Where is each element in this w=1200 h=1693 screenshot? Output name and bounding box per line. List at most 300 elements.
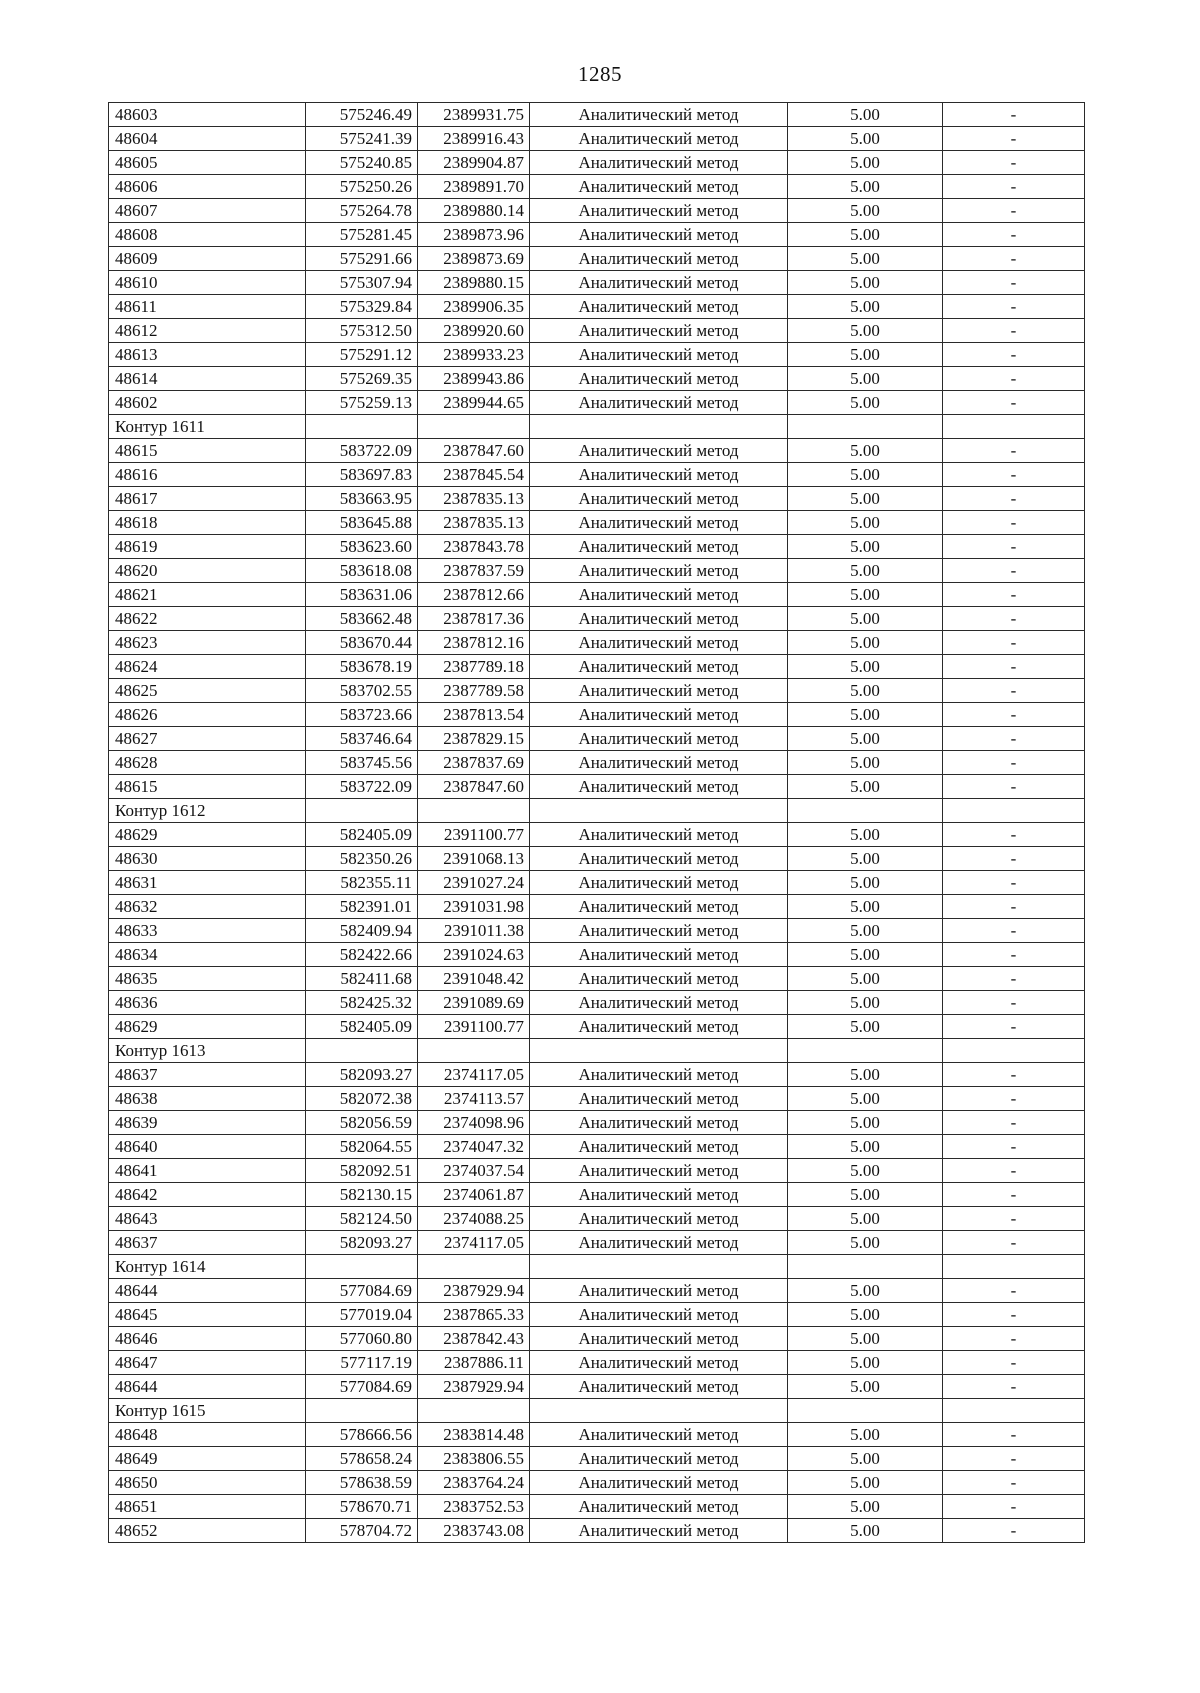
method-cell: Аналитический метод — [530, 847, 788, 871]
method-cell: Аналитический метод — [530, 919, 788, 943]
accuracy-cell: 5.00 — [788, 535, 943, 559]
method-cell: Аналитический метод — [530, 1303, 788, 1327]
y-coordinate-cell: 2387837.69 — [418, 751, 530, 775]
table-row — [109, 943, 1085, 967]
x-coordinate-cell: 583722.09 — [306, 439, 418, 463]
method-cell: Аналитический метод — [530, 511, 788, 535]
point-id-cell: 48614 — [109, 367, 306, 391]
y-coordinate-cell: 2387829.15 — [418, 727, 530, 751]
y-coordinate-cell: 2387842.43 — [418, 1327, 530, 1351]
table-row — [109, 583, 1085, 607]
x-coordinate-cell: 583678.19 — [306, 655, 418, 679]
empty-cell — [530, 1399, 788, 1423]
note-cell: - — [943, 1183, 1085, 1207]
empty-cell — [943, 415, 1085, 439]
note-cell: - — [943, 1159, 1085, 1183]
x-coordinate-cell: 583746.64 — [306, 727, 418, 751]
point-id-cell: 48649 — [109, 1447, 306, 1471]
method-cell: Аналитический метод — [530, 1447, 788, 1471]
method-cell: Аналитический метод — [530, 1423, 788, 1447]
y-coordinate-cell: 2389931.75 — [418, 103, 530, 127]
note-cell: - — [943, 487, 1085, 511]
point-id-cell: 48621 — [109, 583, 306, 607]
y-coordinate-cell: 2387886.11 — [418, 1351, 530, 1375]
note-cell: - — [943, 1135, 1085, 1159]
point-id-cell: 48651 — [109, 1495, 306, 1519]
x-coordinate-cell: 583722.09 — [306, 775, 418, 799]
accuracy-cell: 5.00 — [788, 1519, 943, 1543]
y-coordinate-cell: 2383764.24 — [418, 1471, 530, 1495]
point-id-cell: 48647 — [109, 1351, 306, 1375]
y-coordinate-cell: 2383814.48 — [418, 1423, 530, 1447]
y-coordinate-cell: 2389880.15 — [418, 271, 530, 295]
y-coordinate-cell: 2387847.60 — [418, 439, 530, 463]
method-cell: Аналитический метод — [530, 751, 788, 775]
table-row — [109, 391, 1085, 415]
y-coordinate-cell: 2389906.35 — [418, 295, 530, 319]
empty-cell — [418, 415, 530, 439]
empty-cell — [306, 415, 418, 439]
point-id-cell: 48619 — [109, 535, 306, 559]
table-row — [109, 775, 1085, 799]
accuracy-cell: 5.00 — [788, 223, 943, 247]
accuracy-cell: 5.00 — [788, 1471, 943, 1495]
note-cell: - — [943, 1447, 1085, 1471]
x-coordinate-cell: 583663.95 — [306, 487, 418, 511]
table-row — [109, 919, 1085, 943]
y-coordinate-cell: 2374088.25 — [418, 1207, 530, 1231]
x-coordinate-cell: 583745.56 — [306, 751, 418, 775]
point-id-cell: 48637 — [109, 1063, 306, 1087]
point-id-cell: 48635 — [109, 967, 306, 991]
method-cell: Аналитический метод — [530, 967, 788, 991]
method-cell: Аналитический метод — [530, 943, 788, 967]
accuracy-cell: 5.00 — [788, 631, 943, 655]
point-id-cell: 48643 — [109, 1207, 306, 1231]
accuracy-cell: 5.00 — [788, 1135, 943, 1159]
accuracy-cell: 5.00 — [788, 1279, 943, 1303]
point-id-cell: 48644 — [109, 1279, 306, 1303]
method-cell: Аналитический метод — [530, 1063, 788, 1087]
note-cell: - — [943, 1303, 1085, 1327]
table-row — [109, 823, 1085, 847]
table-row — [109, 367, 1085, 391]
accuracy-cell: 5.00 — [788, 751, 943, 775]
contour-label: Контур 1614 — [109, 1255, 306, 1279]
empty-cell — [306, 1255, 418, 1279]
contour-header-row — [109, 799, 1085, 823]
x-coordinate-cell: 577117.19 — [306, 1351, 418, 1375]
method-cell: Аналитический метод — [530, 439, 788, 463]
accuracy-cell: 5.00 — [788, 967, 943, 991]
table-row — [109, 1207, 1085, 1231]
contour-label: Контур 1615 — [109, 1399, 306, 1423]
table-row — [109, 871, 1085, 895]
y-coordinate-cell: 2389873.96 — [418, 223, 530, 247]
y-coordinate-cell: 2387847.60 — [418, 775, 530, 799]
point-id-cell: 48607 — [109, 199, 306, 223]
x-coordinate-cell: 578658.24 — [306, 1447, 418, 1471]
empty-cell — [530, 415, 788, 439]
point-id-cell: 48652 — [109, 1519, 306, 1543]
accuracy-cell: 5.00 — [788, 199, 943, 223]
table-body — [109, 103, 1085, 1543]
y-coordinate-cell: 2391011.38 — [418, 919, 530, 943]
accuracy-cell: 5.00 — [788, 559, 943, 583]
x-coordinate-cell: 575259.13 — [306, 391, 418, 415]
x-coordinate-cell: 582056.59 — [306, 1111, 418, 1135]
point-id-cell: 48624 — [109, 655, 306, 679]
method-cell: Аналитический метод — [530, 1471, 788, 1495]
y-coordinate-cell: 2387929.94 — [418, 1375, 530, 1399]
note-cell: - — [943, 1519, 1085, 1543]
method-cell: Аналитический метод — [530, 151, 788, 175]
method-cell: Аналитический метод — [530, 631, 788, 655]
contour-header-row — [109, 1399, 1085, 1423]
method-cell: Аналитический метод — [530, 295, 788, 319]
empty-cell — [306, 1039, 418, 1063]
accuracy-cell: 5.00 — [788, 823, 943, 847]
table-row — [109, 679, 1085, 703]
table-row — [109, 1159, 1085, 1183]
note-cell: - — [943, 1327, 1085, 1351]
empty-cell — [306, 799, 418, 823]
y-coordinate-cell: 2391100.77 — [418, 1015, 530, 1039]
method-cell: Аналитический метод — [530, 559, 788, 583]
table-row — [109, 1303, 1085, 1327]
accuracy-cell: 5.00 — [788, 1207, 943, 1231]
accuracy-cell: 5.00 — [788, 871, 943, 895]
table-row — [109, 1231, 1085, 1255]
point-id-cell: 48618 — [109, 511, 306, 535]
table-row — [109, 703, 1085, 727]
y-coordinate-cell: 2387813.54 — [418, 703, 530, 727]
point-id-cell: 48629 — [109, 1015, 306, 1039]
method-cell: Аналитический метод — [530, 1183, 788, 1207]
method-cell: Аналитический метод — [530, 247, 788, 271]
empty-cell — [418, 1039, 530, 1063]
x-coordinate-cell: 582425.32 — [306, 991, 418, 1015]
accuracy-cell: 5.00 — [788, 1087, 943, 1111]
y-coordinate-cell: 2389904.87 — [418, 151, 530, 175]
point-id-cell: 48623 — [109, 631, 306, 655]
method-cell: Аналитический метод — [530, 1135, 788, 1159]
y-coordinate-cell: 2374047.32 — [418, 1135, 530, 1159]
note-cell: - — [943, 391, 1085, 415]
method-cell: Аналитический метод — [530, 1495, 788, 1519]
x-coordinate-cell: 575329.84 — [306, 295, 418, 319]
point-id-cell: 48628 — [109, 751, 306, 775]
accuracy-cell: 5.00 — [788, 943, 943, 967]
note-cell: - — [943, 1111, 1085, 1135]
x-coordinate-cell: 582093.27 — [306, 1231, 418, 1255]
y-coordinate-cell: 2389920.60 — [418, 319, 530, 343]
empty-cell — [788, 1039, 943, 1063]
y-coordinate-cell: 2389943.86 — [418, 367, 530, 391]
accuracy-cell: 5.00 — [788, 1495, 943, 1519]
note-cell: - — [943, 703, 1085, 727]
y-coordinate-cell: 2387812.66 — [418, 583, 530, 607]
method-cell: Аналитический метод — [530, 367, 788, 391]
note-cell: - — [943, 463, 1085, 487]
point-id-cell: 48637 — [109, 1231, 306, 1255]
x-coordinate-cell: 583723.66 — [306, 703, 418, 727]
x-coordinate-cell: 577019.04 — [306, 1303, 418, 1327]
table-row — [109, 1279, 1085, 1303]
x-coordinate-cell: 583631.06 — [306, 583, 418, 607]
x-coordinate-cell: 583623.60 — [306, 535, 418, 559]
y-coordinate-cell: 2391089.69 — [418, 991, 530, 1015]
note-cell: - — [943, 967, 1085, 991]
x-coordinate-cell: 582064.55 — [306, 1135, 418, 1159]
table-row — [109, 607, 1085, 631]
y-coordinate-cell: 2387845.54 — [418, 463, 530, 487]
accuracy-cell: 5.00 — [788, 895, 943, 919]
method-cell: Аналитический метод — [530, 823, 788, 847]
method-cell: Аналитический метод — [530, 103, 788, 127]
x-coordinate-cell: 582422.66 — [306, 943, 418, 967]
accuracy-cell: 5.00 — [788, 655, 943, 679]
table-row — [109, 295, 1085, 319]
x-coordinate-cell: 575281.45 — [306, 223, 418, 247]
x-coordinate-cell: 582411.68 — [306, 967, 418, 991]
accuracy-cell: 5.00 — [788, 175, 943, 199]
method-cell: Аналитический метод — [530, 583, 788, 607]
point-id-cell: 48615 — [109, 775, 306, 799]
accuracy-cell: 5.00 — [788, 727, 943, 751]
note-cell: - — [943, 511, 1085, 535]
accuracy-cell: 5.00 — [788, 1303, 943, 1327]
y-coordinate-cell: 2387865.33 — [418, 1303, 530, 1327]
method-cell: Аналитический метод — [530, 487, 788, 511]
x-coordinate-cell: 575240.85 — [306, 151, 418, 175]
point-id-cell: 48644 — [109, 1375, 306, 1399]
table-row — [109, 1351, 1085, 1375]
method-cell: Аналитический метод — [530, 1207, 788, 1231]
point-id-cell: 48642 — [109, 1183, 306, 1207]
method-cell: Аналитический метод — [530, 655, 788, 679]
empty-cell — [788, 1399, 943, 1423]
empty-cell — [418, 1255, 530, 1279]
method-cell: Аналитический метод — [530, 1375, 788, 1399]
method-cell: Аналитический метод — [530, 895, 788, 919]
page-number: 1285 — [578, 62, 622, 86]
point-id-cell: 48650 — [109, 1471, 306, 1495]
table-row — [109, 751, 1085, 775]
method-cell: Аналитический метод — [530, 1519, 788, 1543]
y-coordinate-cell: 2387835.13 — [418, 511, 530, 535]
table-row — [109, 175, 1085, 199]
y-coordinate-cell: 2387929.94 — [418, 1279, 530, 1303]
note-cell: - — [943, 1279, 1085, 1303]
method-cell: Аналитический метод — [530, 199, 788, 223]
note-cell: - — [943, 583, 1085, 607]
x-coordinate-cell: 575241.39 — [306, 127, 418, 151]
x-coordinate-cell: 583645.88 — [306, 511, 418, 535]
accuracy-cell: 5.00 — [788, 991, 943, 1015]
accuracy-cell: 5.00 — [788, 1447, 943, 1471]
point-id-cell: 48627 — [109, 727, 306, 751]
method-cell: Аналитический метод — [530, 535, 788, 559]
point-id-cell: 48630 — [109, 847, 306, 871]
x-coordinate-cell: 583670.44 — [306, 631, 418, 655]
accuracy-cell: 5.00 — [788, 151, 943, 175]
note-cell: - — [943, 871, 1085, 895]
note-cell: - — [943, 559, 1085, 583]
accuracy-cell: 5.00 — [788, 1423, 943, 1447]
accuracy-cell: 5.00 — [788, 1327, 943, 1351]
contour-label: Контур 1612 — [109, 799, 306, 823]
x-coordinate-cell: 582405.09 — [306, 823, 418, 847]
y-coordinate-cell: 2389916.43 — [418, 127, 530, 151]
table-row — [109, 511, 1085, 535]
accuracy-cell: 5.00 — [788, 463, 943, 487]
point-id-cell: 48636 — [109, 991, 306, 1015]
point-id-cell: 48604 — [109, 127, 306, 151]
x-coordinate-cell: 582072.38 — [306, 1087, 418, 1111]
accuracy-cell: 5.00 — [788, 127, 943, 151]
method-cell: Аналитический метод — [530, 1111, 788, 1135]
y-coordinate-cell: 2383752.53 — [418, 1495, 530, 1519]
point-id-cell: 48629 — [109, 823, 306, 847]
y-coordinate-cell: 2387789.58 — [418, 679, 530, 703]
method-cell: Аналитический метод — [530, 1327, 788, 1351]
method-cell: Аналитический метод — [530, 127, 788, 151]
x-coordinate-cell: 575264.78 — [306, 199, 418, 223]
table-row — [109, 463, 1085, 487]
accuracy-cell: 5.00 — [788, 319, 943, 343]
empty-cell — [530, 799, 788, 823]
point-id-cell: 48645 — [109, 1303, 306, 1327]
table-row — [109, 1183, 1085, 1207]
accuracy-cell: 5.00 — [788, 247, 943, 271]
table-row — [109, 247, 1085, 271]
accuracy-cell: 5.00 — [788, 103, 943, 127]
x-coordinate-cell: 575269.35 — [306, 367, 418, 391]
y-coordinate-cell: 2391048.42 — [418, 967, 530, 991]
point-id-cell: 48612 — [109, 319, 306, 343]
table-row — [109, 271, 1085, 295]
method-cell: Аналитический метод — [530, 1087, 788, 1111]
table-row — [109, 487, 1085, 511]
table-row — [109, 1495, 1085, 1519]
note-cell: - — [943, 847, 1085, 871]
accuracy-cell: 5.00 — [788, 1159, 943, 1183]
note-cell: - — [943, 535, 1085, 559]
x-coordinate-cell: 582093.27 — [306, 1063, 418, 1087]
y-coordinate-cell: 2391068.13 — [418, 847, 530, 871]
x-coordinate-cell: 582391.01 — [306, 895, 418, 919]
method-cell: Аналитический метод — [530, 991, 788, 1015]
method-cell: Аналитический метод — [530, 319, 788, 343]
contour-label: Контур 1611 — [109, 415, 306, 439]
accuracy-cell: 5.00 — [788, 703, 943, 727]
point-id-cell: 48610 — [109, 271, 306, 295]
x-coordinate-cell: 575291.12 — [306, 343, 418, 367]
table-row — [109, 655, 1085, 679]
note-cell: - — [943, 775, 1085, 799]
note-cell: - — [943, 1207, 1085, 1231]
table-row — [109, 103, 1085, 127]
point-id-cell: 48638 — [109, 1087, 306, 1111]
note-cell: - — [943, 991, 1085, 1015]
note-cell: - — [943, 823, 1085, 847]
y-coordinate-cell: 2387817.36 — [418, 607, 530, 631]
point-id-cell: 48626 — [109, 703, 306, 727]
point-id-cell: 48603 — [109, 103, 306, 127]
note-cell: - — [943, 343, 1085, 367]
table-row — [109, 535, 1085, 559]
point-id-cell: 48634 — [109, 943, 306, 967]
table-row — [109, 1135, 1085, 1159]
note-cell: - — [943, 127, 1085, 151]
point-id-cell: 48605 — [109, 151, 306, 175]
table-row — [109, 1111, 1085, 1135]
empty-cell — [788, 415, 943, 439]
table-row — [109, 1087, 1085, 1111]
table-row — [109, 1423, 1085, 1447]
accuracy-cell: 5.00 — [788, 607, 943, 631]
x-coordinate-cell: 583697.83 — [306, 463, 418, 487]
accuracy-cell: 5.00 — [788, 1063, 943, 1087]
accuracy-cell: 5.00 — [788, 1351, 943, 1375]
empty-cell — [530, 1039, 788, 1063]
note-cell: - — [943, 103, 1085, 127]
point-id-cell: 48608 — [109, 223, 306, 247]
coordinates-table — [108, 102, 1085, 1543]
empty-cell — [306, 1399, 418, 1423]
note-cell: - — [943, 727, 1085, 751]
note-cell: - — [943, 607, 1085, 631]
point-id-cell: 48646 — [109, 1327, 306, 1351]
accuracy-cell: 5.00 — [788, 367, 943, 391]
accuracy-cell: 5.00 — [788, 343, 943, 367]
method-cell: Аналитический метод — [530, 271, 788, 295]
note-cell: - — [943, 1063, 1085, 1087]
note-cell: - — [943, 175, 1085, 199]
table-row — [109, 1447, 1085, 1471]
method-cell: Аналитический метод — [530, 391, 788, 415]
x-coordinate-cell: 582405.09 — [306, 1015, 418, 1039]
method-cell: Аналитический метод — [530, 607, 788, 631]
point-id-cell: 48611 — [109, 295, 306, 319]
x-coordinate-cell: 578638.59 — [306, 1471, 418, 1495]
accuracy-cell: 5.00 — [788, 391, 943, 415]
table-row — [109, 895, 1085, 919]
empty-cell — [418, 1399, 530, 1423]
x-coordinate-cell: 578704.72 — [306, 1519, 418, 1543]
accuracy-cell: 5.00 — [788, 1375, 943, 1399]
method-cell: Аналитический метод — [530, 343, 788, 367]
y-coordinate-cell: 2391027.24 — [418, 871, 530, 895]
accuracy-cell: 5.00 — [788, 1015, 943, 1039]
note-cell: - — [943, 223, 1085, 247]
table-row — [109, 559, 1085, 583]
method-cell: Аналитический метод — [530, 703, 788, 727]
point-id-cell: 48609 — [109, 247, 306, 271]
method-cell: Аналитический метод — [530, 679, 788, 703]
point-id-cell: 48625 — [109, 679, 306, 703]
point-id-cell: 48633 — [109, 919, 306, 943]
table-row — [109, 1327, 1085, 1351]
accuracy-cell: 5.00 — [788, 487, 943, 511]
note-cell: - — [943, 1351, 1085, 1375]
accuracy-cell: 5.00 — [788, 1183, 943, 1207]
empty-cell — [530, 1255, 788, 1279]
y-coordinate-cell: 2387837.59 — [418, 559, 530, 583]
method-cell: Аналитический метод — [530, 727, 788, 751]
point-id-cell: 48606 — [109, 175, 306, 199]
